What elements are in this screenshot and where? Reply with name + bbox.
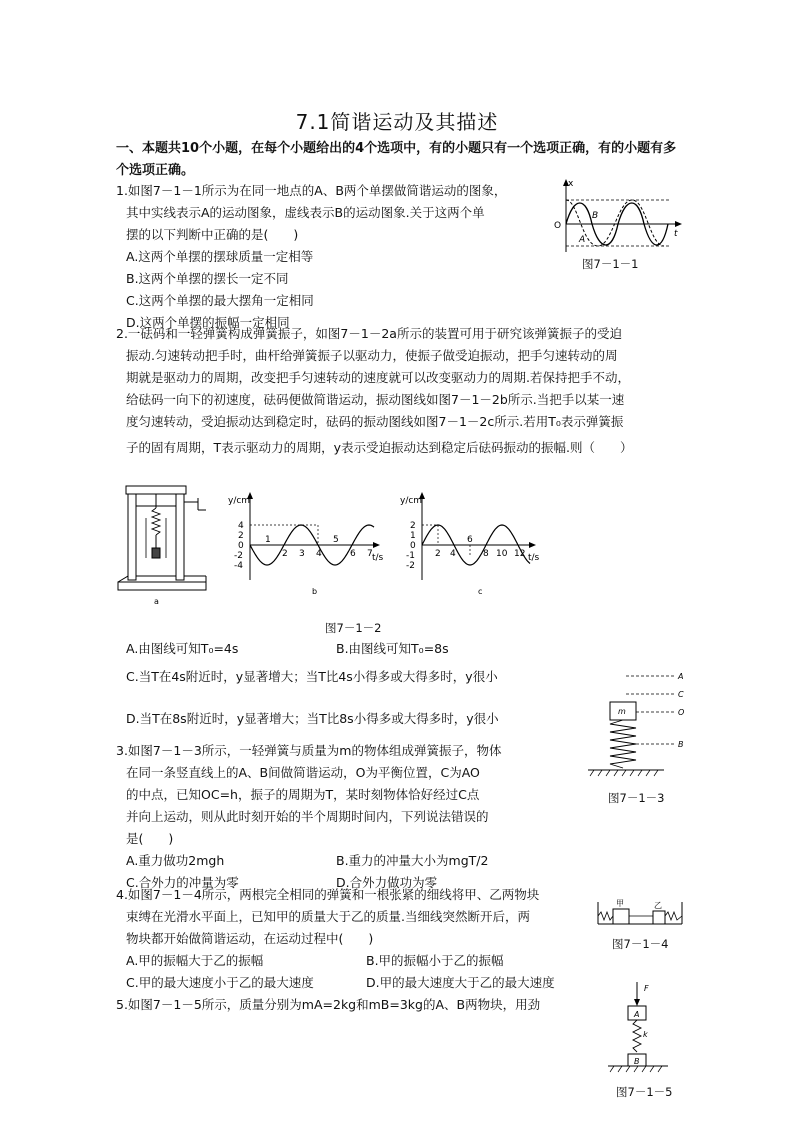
figure-7-1-3-caption: 图7－1－3 — [608, 791, 665, 805]
q3-stem-line-4: 并向上运动，则从此时刻开始的半个周期时间内，下列说法错误的 — [126, 809, 489, 824]
q3-option-c: C.合外力的冲量为零 — [126, 875, 239, 890]
q1-option-b: B.这两个单摆的摆长一定不同 — [126, 271, 289, 286]
q2-stem-line-3: 期就是驱动力的周期，改变把手匀速转动的速度就可以改变驱动力的周期.若保持把手不动， — [126, 370, 630, 385]
graph-b-xtick-4: 4 — [316, 549, 322, 559]
q2-option-d: D.当T在8s附近时，y显著增大；当T比8s小得多或大得多时，y很小 — [126, 711, 499, 726]
figure-7-1-3 — [584, 668, 694, 784]
q1-option-c: C.这两个单摆的最大摆角一定相同 — [126, 293, 314, 308]
graph-c-ytick-neg1: -1 — [406, 551, 415, 561]
fig3-b-label: B — [678, 740, 684, 749]
graph-b-xlabel: t/s — [372, 553, 384, 563]
question-1 — [116, 180, 506, 334]
sub-caption-a: a — [154, 597, 159, 606]
q4-option-d: D.甲的最大速度大于乙的最大速度 — [366, 975, 555, 990]
q2-stem-line-4: 给砝码一向下的初速度，砝码便做简谐运动，振动图线如图7－1－2b所示.当把手以某一速 — [126, 392, 625, 407]
graph-b-ytick-neg2: -2 — [234, 551, 243, 561]
graph-b-xtick-3: 3 — [299, 549, 305, 559]
graph-b-xtick-6: 6 — [350, 549, 356, 559]
graph-b-ytick-4: 4 — [238, 521, 244, 531]
q4-stem-line-3: 物块都开始做简谐运动，在运动过程中( ) — [126, 931, 374, 946]
q5-stem-line-1: 5.如图7－1－5所示，质量分别为mA=2kg和mB=3kg的A、B两物块，用劲 — [116, 997, 541, 1012]
question-2 — [116, 323, 633, 463]
graph-c-xtick-8: 8 — [483, 549, 489, 559]
graph-c-xlabel: t/s — [528, 553, 540, 563]
question-3 — [116, 740, 501, 894]
q4-option-a: A.甲的振幅大于乙的振幅 — [126, 953, 264, 968]
figure-7-1-4-caption: 图7－1－4 — [612, 937, 669, 951]
graph-c-ytick-2: 2 — [410, 521, 416, 531]
q2-option-c: C.当T在4s附近时，y显著增大；当T比4s小得多或大得多时，y很小 — [126, 669, 498, 684]
q2-stem-line-5: 度匀速转动，受迫振动达到稳定时，砝码的振动图线如图7－1－2c所示.若用T₀表示弹簧振 — [126, 414, 624, 429]
fig4-jia-label: 甲 — [616, 899, 624, 908]
q2-stem-line-1: 2.一砝码和一轻弹簧构成弹簧振子，如图7－1－2a所示的装置可用于研究该弹簧振子的受迫 — [116, 326, 622, 341]
q4-option-b: B.甲的振幅小于乙的振幅 — [366, 953, 504, 968]
q2-stem-line-2: 振动.匀速转动把手时，曲杆给弹簧振子以驱动力，使振子做受迫振动，把手匀速转动的周 — [126, 348, 618, 363]
q1-option-a: A.这两个单摆的摆球质量一定相等 — [126, 249, 314, 264]
graph-b-ytick-0: 0 — [238, 541, 244, 551]
q2-option-b: B.由图线可知T₀=8s — [336, 641, 449, 656]
figure-7-1-2c-graph — [398, 490, 548, 600]
q4-stem-line-2: 束缚在光滑水平面上，已知甲的质量大于乙的质量.当细线突然断开后，两 — [126, 909, 530, 924]
fig3-o-label: O — [678, 708, 685, 717]
sub-caption-b: b — [312, 587, 318, 596]
section-header: 一、本题共10个小题，在每个小题给出的4个选项中，有的小题只有一个选项正确，有的小题有多个选项正确。 — [116, 141, 677, 178]
q3-stem-line-5: 是( ) — [126, 831, 174, 846]
graph-b-ytick-2: 2 — [238, 531, 244, 541]
sub-caption-c: c — [478, 587, 483, 596]
figure-7-1-5-caption: 图7－1－5 — [616, 1085, 673, 1099]
q3-stem-line-1: 3.如图7－1－3所示，一轻弹簧与质量为m的物体组成弹簧振子，物体 — [116, 743, 502, 758]
q1-option-d: D.这两个单摆的振幅一定相同 — [126, 315, 290, 330]
fig1-origin-label: O — [554, 221, 562, 231]
q3-option-d: D.合外力做功为零 — [336, 875, 438, 890]
graph-c-ytick-1: 1 — [410, 531, 416, 541]
figure-7-1-5 — [604, 978, 674, 1078]
figure-7-1-2b-graph — [226, 490, 396, 600]
q1-stem-line-1: 1.如图7－1－1所示为在同一地点的A、B两个单摆做简谐运动的图象， — [116, 183, 507, 198]
fig3-c-label: C — [678, 690, 684, 699]
q2-option-a: A.由图线可知T₀=4s — [126, 641, 239, 656]
fig1-b-label: B — [592, 211, 599, 221]
figure-7-1-4 — [594, 896, 690, 930]
fig1-x-label: x — [568, 179, 574, 189]
q3-stem-line-2: 在同一条竖直线上的A、B间做简谐运动，O为平衡位置，C为AO — [126, 765, 480, 780]
graph-b-xtick-1: 1 — [265, 535, 271, 545]
fig1-a-label: A — [579, 235, 586, 245]
figure-7-1-2a-apparatus — [114, 478, 214, 608]
q4-stem-line-1: 4.如图7－1－4所示，两根完全相同的弹簧和一根张紧的细线将甲、乙两物块 — [116, 887, 540, 902]
graph-c-ylabel: y/cm — [400, 496, 423, 506]
figure-7-1-2-caption: 图7－1－2 — [325, 621, 382, 635]
q1-stem-line-2: 其中实线表示A的运动图象，虚线表示B的运动图象.关于这两个单 — [126, 205, 485, 220]
fig3-m-label: m — [618, 707, 626, 716]
graph-c-xtick-6: 6 — [467, 535, 473, 545]
fig5-f-label: F — [644, 984, 649, 993]
figure-7-1-1 — [552, 176, 692, 256]
graph-b-ytick-neg4: -4 — [234, 561, 243, 571]
graph-b-xtick-7: 7 — [367, 549, 373, 559]
fig3-a-label: A — [678, 672, 684, 681]
q2-stem-line-6: 子的固有周期，T表示驱动力的周期，y表示受迫振动达到稳定后砝码振动的振幅.则（ ） — [126, 440, 633, 455]
q1-stem-line-3: 摆的以下判断中正确的是( ) — [126, 227, 299, 242]
q3-option-a: A.重力做功2mgh — [126, 853, 225, 868]
page-title: 7.1简谐运动及其描述 — [295, 110, 499, 134]
graph-c-ytick-0: 0 — [410, 541, 416, 551]
fig4-yi-label: 乙 — [654, 901, 662, 910]
q4-option-c: C.甲的最大速度小于乙的最大速度 — [126, 975, 314, 990]
graph-c-ytick-neg2: -2 — [406, 561, 415, 571]
fig5-b-label: B — [634, 1057, 640, 1066]
question-4 — [116, 884, 555, 994]
graph-c-xtick-10: 10 — [496, 549, 508, 559]
q3-option-b: B.重力的冲量大小为mgT/2 — [336, 853, 489, 868]
graph-b-ylabel: y/cm — [228, 496, 251, 506]
graph-b-xtick-2: 2 — [282, 549, 288, 559]
q3-stem-line-3: 的中点，已知OC=h，振子的周期为T，某时刻物体恰好经过C点 — [126, 787, 480, 802]
graph-b-xtick-5: 5 — [333, 535, 339, 545]
fig5-a-label: A — [634, 1010, 640, 1019]
graph-c-xtick-12: 12 — [514, 549, 526, 559]
fig1-t-label: t — [674, 229, 678, 239]
graph-c-xtick-4: 4 — [450, 549, 456, 559]
fig5-k-label: k — [643, 1030, 648, 1039]
graph-c-xtick-2: 2 — [435, 549, 441, 559]
figure-7-1-1-caption: 图7－1－1 — [582, 257, 639, 271]
